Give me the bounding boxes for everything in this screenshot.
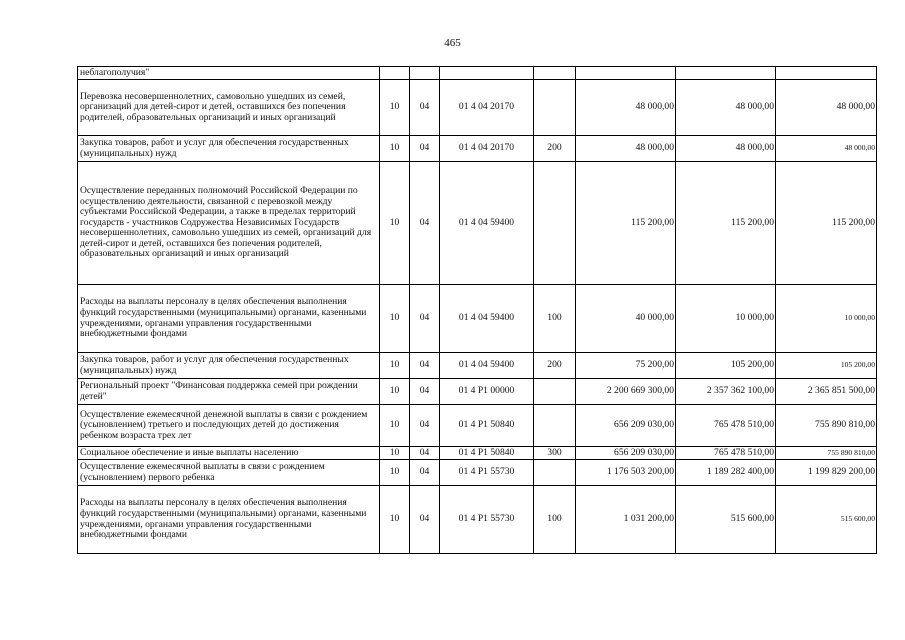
expense-type-cell: 100 — [534, 486, 576, 554]
amount-year3-cell: 48 000,00 — [776, 80, 877, 136]
amount-year2-cell — [676, 67, 776, 80]
subsection-code-cell: 04 — [410, 405, 440, 447]
section-code-cell — [380, 67, 410, 80]
amount-year2-cell: 105 200,00 — [676, 353, 776, 379]
table-row — [78, 285, 877, 353]
subsection-code-cell: 04 — [410, 486, 440, 554]
amount-year1-cell: 2 200 669 300,00 — [576, 379, 676, 405]
expense-type-cell — [534, 162, 576, 285]
section-code-cell: 10 — [380, 285, 410, 353]
subsection-code-cell: 04 — [410, 379, 440, 405]
expense-name-cell: Закупка товаров, работ и услуг для обеспечения государственных (муниципальных) нужд — [78, 353, 380, 379]
table-row — [78, 460, 877, 486]
target-article-cell: 01 4 P1 00000 — [440, 379, 534, 405]
target-article-cell — [440, 67, 534, 80]
expense-type-cell — [534, 405, 576, 447]
target-article-cell: 01 4 P1 55730 — [440, 460, 534, 486]
amount-year3-cell: 115 200,00 — [776, 162, 877, 285]
section-code-cell: 10 — [380, 405, 410, 447]
expense-type-cell: 100 — [534, 285, 576, 353]
subsection-code-cell: 04 — [410, 460, 440, 486]
table-body — [78, 67, 877, 554]
amount-year3-cell: 755 890 810,00 — [776, 447, 877, 460]
section-code-cell: 10 — [380, 80, 410, 136]
amount-year1-cell: 115 200,00 — [576, 162, 676, 285]
table-row — [78, 486, 877, 554]
subsection-code-cell: 04 — [410, 136, 440, 162]
expense-name-cell: Осуществление ежемесячной выплаты в связи с рождением (усыновлением) первого ребенка — [78, 460, 380, 486]
amount-year2-cell: 765 478 510,00 — [676, 447, 776, 460]
target-article-cell: 01 4 04 20170 — [440, 80, 534, 136]
expense-name-cell: Региональный проект "Финансовая поддержка семей при рождении детей" — [78, 379, 380, 405]
target-article-cell: 01 4 04 20170 — [440, 136, 534, 162]
expense-type-cell — [534, 379, 576, 405]
amount-year1-cell: 1 176 503 200,00 — [576, 460, 676, 486]
expense-name-cell: неблагополучия" — [78, 67, 380, 80]
expense-name-cell: Осуществление ежемесячной денежной выплаты в связи с рождением (усыновлением) третьего и последующих детей до достижения ребенком возраста трех лет — [78, 405, 380, 447]
expense-name-cell: Осуществление переданных полномочий Российской Федерации по осуществлению деятельности, связанной с перевозкой между субъектами Российской Федерации, а также в пределах территорий государств - участников Содружества Независимых Государств несовершеннолетних, самовольно ушедших из семей, организаций для детей-сирот и детей, оставшихся без попечения родителей, образовательных организаций и иных организаций — [78, 162, 380, 285]
subsection-code-cell: 04 — [410, 353, 440, 379]
table-row — [78, 162, 877, 285]
section-code-cell: 10 — [380, 162, 410, 285]
expense-name-cell: Расходы на выплаты персоналу в целях обеспечения выполнения функций государственными (муниципальными) органами, казенными учреждениями, органами управления государственными внебюджетными фондами — [78, 486, 380, 554]
subsection-code-cell: 04 — [410, 285, 440, 353]
amount-year2-cell: 765 478 510,00 — [676, 405, 776, 447]
amount-year3-cell: 1 199 829 200,00 — [776, 460, 877, 486]
expense-type-cell — [534, 67, 576, 80]
section-code-cell: 10 — [380, 353, 410, 379]
amount-year2-cell: 10 000,00 — [676, 285, 776, 353]
subsection-code-cell: 04 — [410, 80, 440, 136]
subsection-code-cell — [410, 67, 440, 80]
section-code-cell: 10 — [380, 447, 410, 460]
table-row — [78, 136, 877, 162]
amount-year3-cell: 10 000,00 — [776, 285, 877, 353]
amount-year2-cell: 515 600,00 — [676, 486, 776, 554]
target-article-cell: 01 4 P1 50840 — [440, 447, 534, 460]
target-article-cell: 01 4 04 59400 — [440, 285, 534, 353]
amount-year1-cell: 656 209 030,00 — [576, 405, 676, 447]
amount-year1-cell: 75 200,00 — [576, 353, 676, 379]
table-row — [78, 379, 877, 405]
subsection-code-cell: 04 — [410, 162, 440, 285]
amount-year2-cell: 48 000,00 — [676, 136, 776, 162]
table-row — [78, 405, 877, 447]
target-article-cell: 01 4 04 59400 — [440, 162, 534, 285]
table-row — [78, 447, 877, 460]
section-code-cell: 10 — [380, 136, 410, 162]
section-code-cell: 10 — [380, 486, 410, 554]
amount-year3-cell: 515 600,00 — [776, 486, 877, 554]
amount-year2-cell: 1 189 282 400,00 — [676, 460, 776, 486]
expense-name-cell: Расходы на выплаты персоналу в целях обеспечения выполнения функций государственными (муниципальными) органами, казенными учреждениями, органами управления государственными внебюджетными фондами — [78, 285, 380, 353]
section-code-cell: 10 — [380, 379, 410, 405]
amount-year3-cell — [776, 67, 877, 80]
amount-year2-cell: 115 200,00 — [676, 162, 776, 285]
amount-year3-cell: 2 365 851 500,00 — [776, 379, 877, 405]
expense-name-cell: Социальное обеспечение и иные выплаты населению — [78, 447, 380, 460]
table-row — [78, 80, 877, 136]
amount-year1-cell: 1 031 200,00 — [576, 486, 676, 554]
budget-table — [77, 66, 877, 554]
table-row — [78, 353, 877, 379]
expense-name-cell: Перевозка несовершеннолетних, самовольно ушедших из семей, организаций для детей-сирот и детей, оставшихся без попечения родителей, образовательных организаций и иных организаций — [78, 80, 380, 136]
section-code-cell: 10 — [380, 460, 410, 486]
target-article-cell: 01 4 P1 55730 — [440, 486, 534, 554]
subsection-code-cell: 04 — [410, 447, 440, 460]
expense-type-cell — [534, 80, 576, 136]
amount-year1-cell: 48 000,00 — [576, 136, 676, 162]
amount-year2-cell: 48 000,00 — [676, 80, 776, 136]
target-article-cell: 01 4 04 59400 — [440, 353, 534, 379]
expense-type-cell: 300 — [534, 447, 576, 460]
amount-year3-cell: 48 000,00 — [776, 136, 877, 162]
expense-name-cell: Закупка товаров, работ и услуг для обеспечения государственных (муниципальных) нужд — [78, 136, 380, 162]
expense-type-cell: 200 — [534, 136, 576, 162]
amount-year3-cell: 755 890 810,00 — [776, 405, 877, 447]
target-article-cell: 01 4 P1 50840 — [440, 405, 534, 447]
amount-year1-cell: 48 000,00 — [576, 80, 676, 136]
page-number: 465 — [444, 37, 461, 49]
amount-year1-cell: 40 000,00 — [576, 285, 676, 353]
expense-type-cell — [534, 460, 576, 486]
table-row — [78, 67, 877, 80]
amount-year2-cell: 2 357 362 100,00 — [676, 379, 776, 405]
amount-year1-cell: 656 209 030,00 — [576, 447, 676, 460]
expense-type-cell: 200 — [534, 353, 576, 379]
amount-year1-cell — [576, 67, 676, 80]
amount-year3-cell: 105 200,00 — [776, 353, 877, 379]
